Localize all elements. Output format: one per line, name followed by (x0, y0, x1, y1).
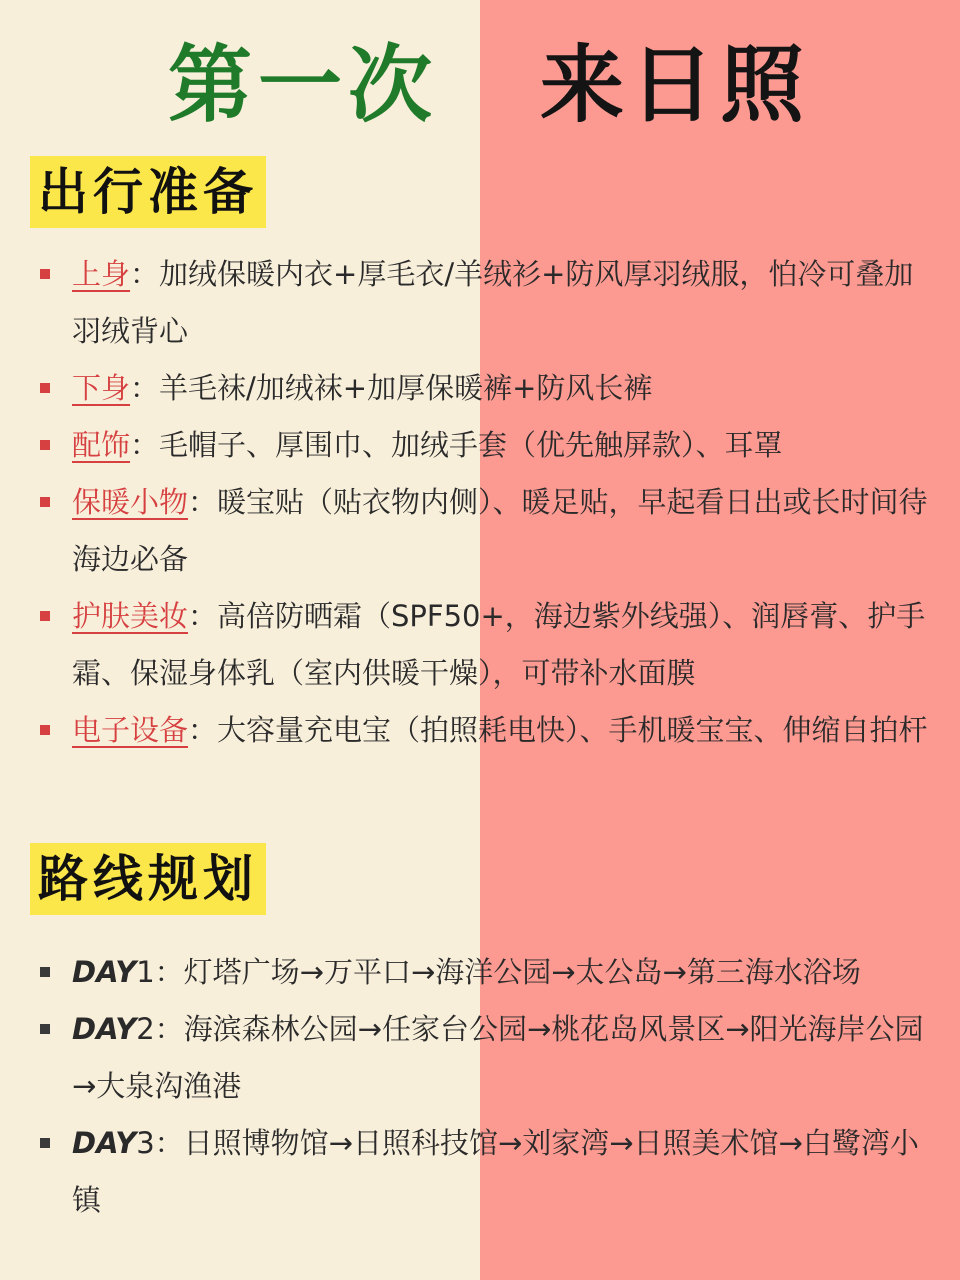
day-label: DAY (72, 1126, 137, 1160)
list-item (0, 474, 960, 588)
list-item (0, 417, 960, 474)
list-item (0, 588, 960, 702)
bullet-icon (40, 440, 50, 450)
item-label: 电子设备 (72, 713, 189, 747)
day-number: 1 (136, 955, 155, 989)
item-label: 保暖小物 (72, 485, 189, 519)
day-label: DAY (72, 955, 137, 989)
item-text: ：加绒保暖内衣+厚毛衣/羊绒衫+防风厚羽绒服，怕冷可叠加羽绒背心 (72, 257, 914, 348)
day-label: DAY (72, 1012, 137, 1046)
bullet-icon (40, 725, 50, 735)
list-item (0, 360, 960, 417)
list-item (0, 1115, 960, 1229)
item-label: 护肤美妆 (72, 599, 189, 633)
prep-heading: 出行准备 (30, 156, 266, 228)
page-title (0, 30, 960, 140)
item-text: ：羊毛袜/加绒袜+加厚保暖裤+防风长裤 (130, 371, 653, 405)
route-text: ：日照博物馆→日照科技馆→刘家湾→日照美术馆→白鹭湾小镇 (72, 1126, 919, 1217)
title-part-1: 第一次 (168, 36, 439, 134)
bullet-icon (40, 383, 50, 393)
title-part-2: 来日照 (540, 36, 811, 134)
day-number: 2 (136, 1012, 155, 1046)
bullet-icon (40, 611, 50, 621)
prep-list (0, 246, 960, 759)
item-text: ：毛帽子、厚围巾、加绒手套（优先触屏款）、耳罩 (130, 428, 783, 462)
bullet-icon (40, 269, 50, 279)
item-label: 下身 (72, 371, 131, 405)
item-text: ：高倍防晒霜（SPF50+，海边紫外线强）、润唇膏、护手霜、保湿身体乳（室内供暖干燥），可带补水面膜 (72, 599, 926, 690)
item-label: 配饰 (72, 428, 131, 462)
list-item (0, 944, 960, 1001)
bullet-icon (40, 1024, 50, 1034)
bullet-icon (40, 1138, 50, 1148)
list-item (0, 1001, 960, 1115)
route-heading: 路线规划 (30, 843, 266, 915)
route-text: ：灯塔广场→万平口→海洋公园→太公岛→第三海水浴场 (154, 955, 861, 989)
list-item (0, 702, 960, 759)
list-item (0, 246, 960, 360)
bullet-icon (40, 967, 50, 977)
day-number: 3 (136, 1126, 155, 1160)
item-text: ：大容量充电宝（拍照耗电快）、手机暖宝宝、伸缩自拍杆 (188, 713, 928, 747)
bullet-icon (40, 497, 50, 507)
item-text: ：暖宝贴（贴衣物内侧）、暖足贴，早起看日出或长时间待海边必备 (72, 485, 928, 576)
route-text: ：海滨森林公园→任家台公园→桃花岛风景区→阳光海岸公园→大泉沟渔港 (72, 1012, 924, 1103)
route-list (0, 944, 960, 1229)
item-label: 上身 (72, 257, 131, 291)
